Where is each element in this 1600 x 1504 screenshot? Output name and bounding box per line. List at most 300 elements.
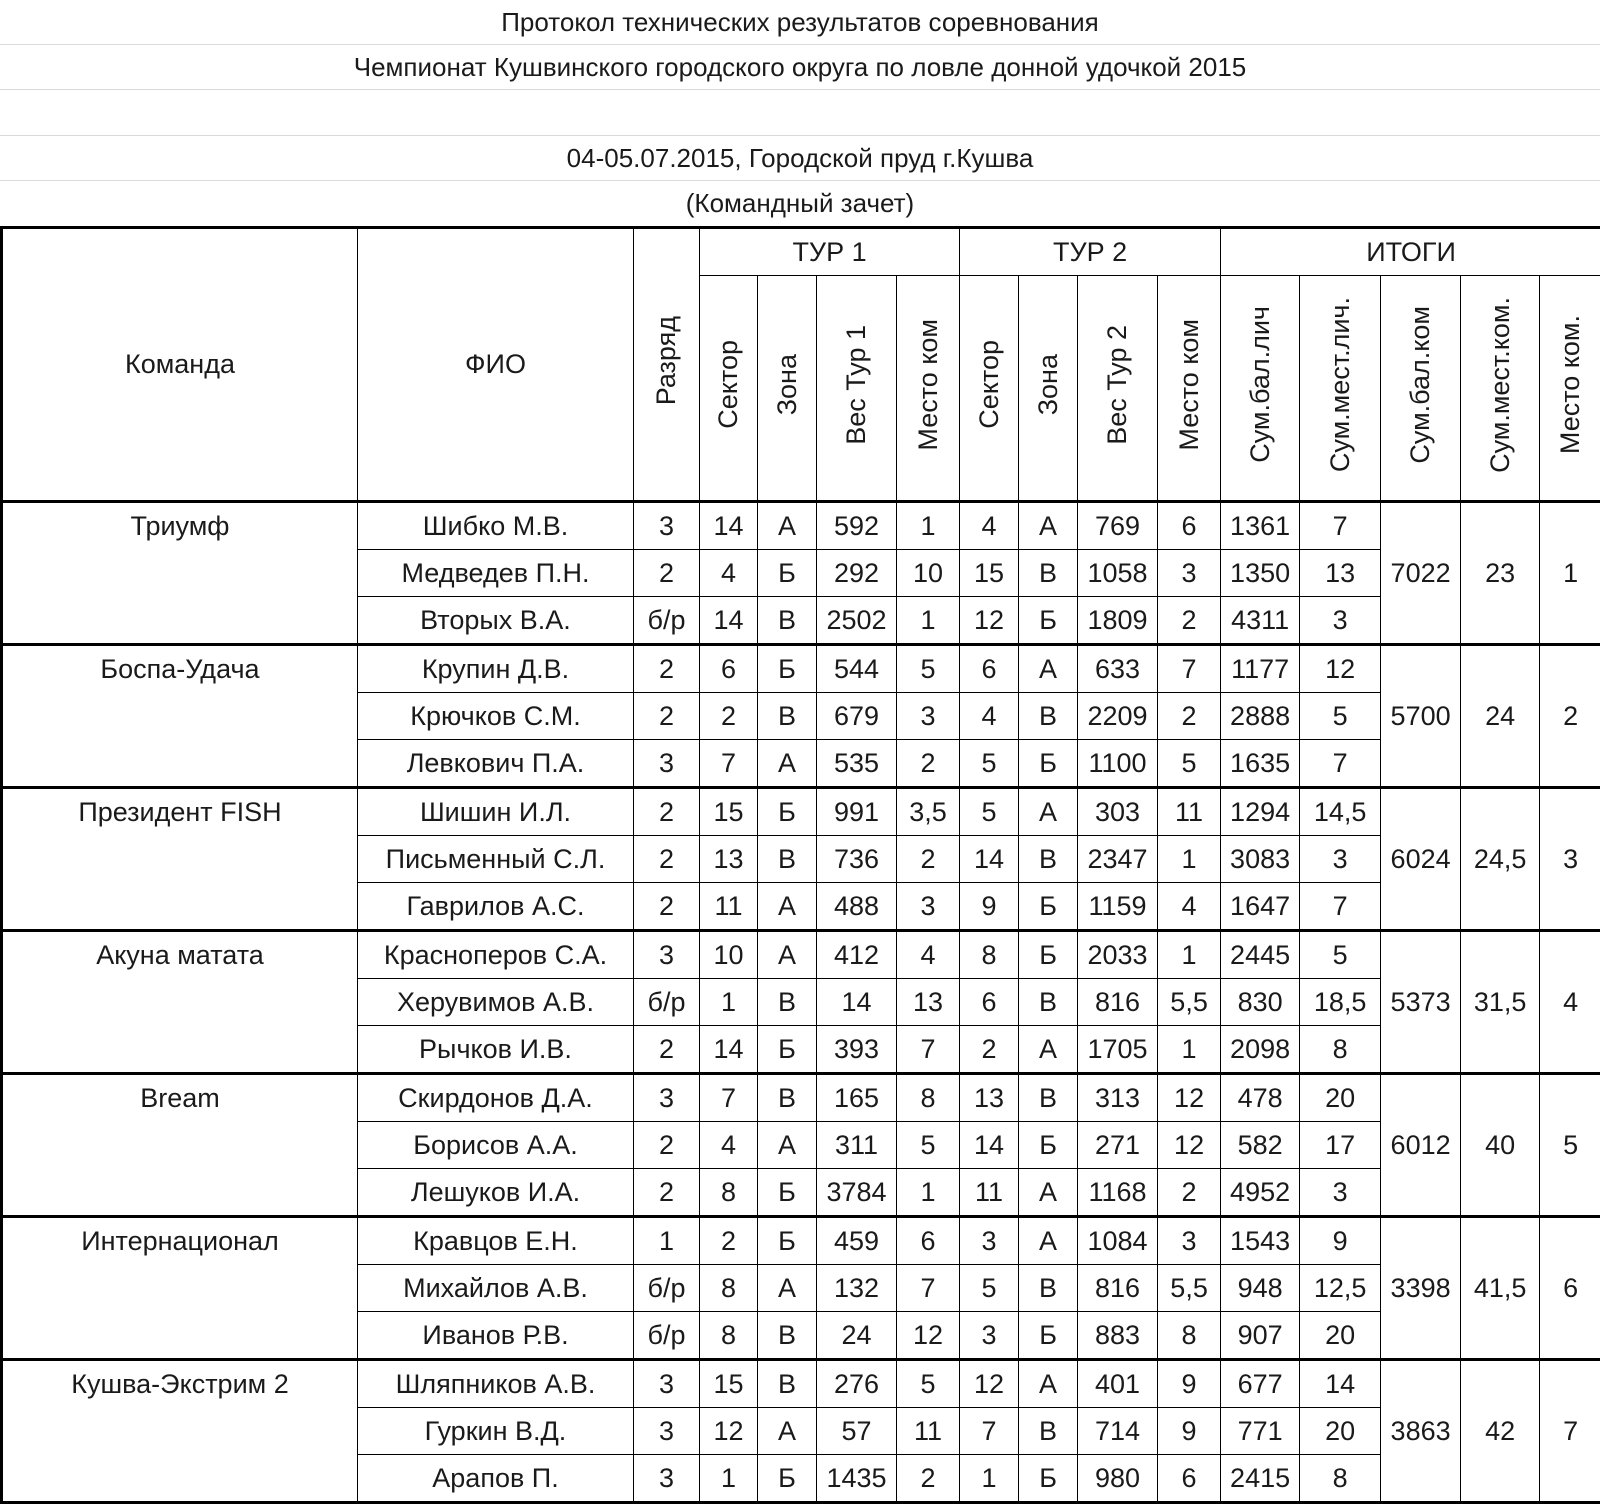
fio-cell: Медведев П.Н. <box>358 550 634 597</box>
fio-cell: Херувимов А.В. <box>358 979 634 1026</box>
place2-cell: 1 <box>1158 1026 1221 1074</box>
sum-places-personal-cell: 3 <box>1300 597 1381 645</box>
sum-pts-personal-cell: 2445 <box>1221 931 1300 979</box>
team-place-cell: 2 <box>1540 645 1600 788</box>
sum-pts-personal-cell: 1361 <box>1221 502 1300 550</box>
sector2-cell: 14 <box>960 836 1019 883</box>
sector1-cell: 7 <box>700 740 758 788</box>
sector2-cell: 15 <box>960 550 1019 597</box>
sum-pts-personal-cell: 3083 <box>1221 836 1300 883</box>
sector2-cell: 3 <box>960 1217 1019 1265</box>
rank-cell: 1 <box>634 1217 700 1265</box>
rank-cell: 2 <box>634 693 700 740</box>
rank-cell: 2 <box>634 1026 700 1074</box>
rank-cell: 3 <box>634 1074 700 1122</box>
place1-cell: 5 <box>897 645 960 693</box>
team-sum-pts-cell: 5700 <box>1381 645 1461 788</box>
place1-cell: 1 <box>897 502 960 550</box>
zone2-cell: А <box>1019 645 1078 693</box>
team-name-cell: Bream <box>2 1074 358 1217</box>
weight2-cell: 2347 <box>1078 836 1158 883</box>
sum-places-personal-cell: 7 <box>1300 740 1381 788</box>
rank-cell: 2 <box>634 788 700 836</box>
sum-places-personal-cell: 20 <box>1300 1074 1381 1122</box>
zone1-cell: Б <box>758 1169 817 1217</box>
team-place-cell: 4 <box>1540 931 1600 1074</box>
zone2-cell: Б <box>1019 740 1078 788</box>
sector2-cell: 9 <box>960 883 1019 931</box>
sector1-cell: 14 <box>700 597 758 645</box>
sector1-cell: 8 <box>700 1169 758 1217</box>
zone1-cell: В <box>758 1360 817 1408</box>
sector1-cell: 8 <box>700 1312 758 1360</box>
rank-cell: б/р <box>634 1265 700 1312</box>
sector2-cell: 8 <box>960 931 1019 979</box>
table-row <box>2 931 1600 979</box>
zone1-cell: А <box>758 931 817 979</box>
weight1-cell: 544 <box>817 645 897 693</box>
place2-cell: 8 <box>1158 1312 1221 1360</box>
table-row <box>2 645 1600 693</box>
zone1-cell: В <box>758 1074 817 1122</box>
team-name-cell: Боспа-Удача <box>2 645 358 788</box>
sum-pts-personal-cell: 677 <box>1221 1360 1300 1408</box>
fio-cell: Вторых В.А. <box>358 597 634 645</box>
sector1-cell: 4 <box>700 1122 758 1169</box>
zone1-cell: Б <box>758 1217 817 1265</box>
sum-places-personal-cell: 3 <box>1300 1169 1381 1217</box>
fio-cell: Шляпников А.В. <box>358 1360 634 1408</box>
zone1-cell: Б <box>758 788 817 836</box>
fio-cell: Скирдонов Д.А. <box>358 1074 634 1122</box>
sector2-cell: 5 <box>960 788 1019 836</box>
zone2-cell: В <box>1019 550 1078 597</box>
col-weight1: Вес Тур 1 <box>817 276 897 502</box>
title-line-3: 04-05.07.2015, Городской пруд г.Кушва <box>0 136 1600 181</box>
place2-cell: 2 <box>1158 1169 1221 1217</box>
col-zone1: Зона <box>758 276 817 502</box>
zone1-cell: В <box>758 836 817 883</box>
sum-pts-personal-cell: 1543 <box>1221 1217 1300 1265</box>
rank-cell: б/р <box>634 1312 700 1360</box>
sum-places-personal-cell: 14 <box>1300 1360 1381 1408</box>
zone2-cell: В <box>1019 1265 1078 1312</box>
team-sum-pts-cell: 5373 <box>1381 931 1461 1074</box>
zone2-cell: В <box>1019 693 1078 740</box>
place1-cell: 2 <box>897 1455 960 1503</box>
team-place-cell: 5 <box>1540 1074 1600 1217</box>
sum-places-personal-cell: 14,5 <box>1300 788 1381 836</box>
col-tour2: ТУР 2 <box>960 228 1221 276</box>
weight2-cell: 633 <box>1078 645 1158 693</box>
sum-pts-personal-cell: 948 <box>1221 1265 1300 1312</box>
col-sum-pts-team: Сум.бал.ком <box>1381 276 1461 502</box>
sector2-cell: 3 <box>960 1312 1019 1360</box>
team-place-cell: 7 <box>1540 1360 1600 1503</box>
rank-cell: 2 <box>634 645 700 693</box>
team-sum-pts-cell: 6012 <box>1381 1074 1461 1217</box>
weight1-cell: 57 <box>817 1408 897 1455</box>
weight1-cell: 679 <box>817 693 897 740</box>
weight1-cell: 2502 <box>817 597 897 645</box>
zone2-cell: Б <box>1019 597 1078 645</box>
team-name-cell: Акуна матата <box>2 931 358 1074</box>
sector1-cell: 11 <box>700 883 758 931</box>
sum-places-personal-cell: 20 <box>1300 1312 1381 1360</box>
sum-places-personal-cell: 3 <box>1300 836 1381 883</box>
sector2-cell: 4 <box>960 693 1019 740</box>
weight1-cell: 412 <box>817 931 897 979</box>
zone2-cell: А <box>1019 1360 1078 1408</box>
zone2-cell: В <box>1019 836 1078 883</box>
table-row <box>2 788 1600 836</box>
sum-pts-personal-cell: 1350 <box>1221 550 1300 597</box>
sector2-cell: 2 <box>960 1026 1019 1074</box>
zone1-cell: А <box>758 502 817 550</box>
sum-pts-personal-cell: 907 <box>1221 1312 1300 1360</box>
results-table <box>0 226 1600 1504</box>
place2-cell: 3 <box>1158 1217 1221 1265</box>
title-line-1: Протокол технических результатов соревнования <box>0 0 1600 45</box>
weight2-cell: 2209 <box>1078 693 1158 740</box>
weight2-cell: 2033 <box>1078 931 1158 979</box>
place1-cell: 2 <box>897 836 960 883</box>
zone1-cell: Б <box>758 1455 817 1503</box>
fio-cell: Иванов Р.В. <box>358 1312 634 1360</box>
fio-cell: Рычков И.В. <box>358 1026 634 1074</box>
weight2-cell: 1809 <box>1078 597 1158 645</box>
sector2-cell: 13 <box>960 1074 1019 1122</box>
fio-cell: Лешуков И.А. <box>358 1169 634 1217</box>
sum-pts-personal-cell: 2415 <box>1221 1455 1300 1503</box>
zone1-cell: В <box>758 597 817 645</box>
team-sum-pts-cell: 3863 <box>1381 1360 1461 1503</box>
sum-places-personal-cell: 17 <box>1300 1122 1381 1169</box>
place2-cell: 12 <box>1158 1074 1221 1122</box>
sector1-cell: 1 <box>700 1455 758 1503</box>
place1-cell: 3 <box>897 883 960 931</box>
weight1-cell: 535 <box>817 740 897 788</box>
weight1-cell: 132 <box>817 1265 897 1312</box>
place2-cell: 2 <box>1158 693 1221 740</box>
weight2-cell: 1168 <box>1078 1169 1158 1217</box>
sector1-cell: 7 <box>700 1074 758 1122</box>
place1-cell: 3 <box>897 693 960 740</box>
zone2-cell: В <box>1019 1074 1078 1122</box>
col-tour1: ТУР 1 <box>700 228 960 276</box>
sector1-cell: 2 <box>700 693 758 740</box>
rank-cell: 3 <box>634 1455 700 1503</box>
weight2-cell: 1058 <box>1078 550 1158 597</box>
rank-cell: 2 <box>634 836 700 883</box>
col-rank: Разряд <box>634 228 700 502</box>
place2-cell: 4 <box>1158 883 1221 931</box>
table-row <box>2 1074 1600 1122</box>
sum-pts-personal-cell: 478 <box>1221 1074 1300 1122</box>
place1-cell: 8 <box>897 1074 960 1122</box>
col-place1: Место ком <box>897 276 960 502</box>
weight1-cell: 292 <box>817 550 897 597</box>
zone1-cell: А <box>758 1408 817 1455</box>
place1-cell: 11 <box>897 1408 960 1455</box>
team-sum-places-cell: 40 <box>1461 1074 1540 1217</box>
sector1-cell: 8 <box>700 1265 758 1312</box>
team-sum-pts-cell: 6024 <box>1381 788 1461 931</box>
weight1-cell: 165 <box>817 1074 897 1122</box>
place2-cell: 5,5 <box>1158 1265 1221 1312</box>
weight1-cell: 311 <box>817 1122 897 1169</box>
weight1-cell: 14 <box>817 979 897 1026</box>
sum-places-personal-cell: 18,5 <box>1300 979 1381 1026</box>
team-sum-places-cell: 24 <box>1461 645 1540 788</box>
place2-cell: 6 <box>1158 1455 1221 1503</box>
fio-cell: Арапов П. <box>358 1455 634 1503</box>
rank-cell: 2 <box>634 550 700 597</box>
fio-cell: Шибко М.В. <box>358 502 634 550</box>
zone1-cell: А <box>758 883 817 931</box>
sector2-cell: 11 <box>960 1169 1019 1217</box>
weight2-cell: 1159 <box>1078 883 1158 931</box>
team-place-cell: 1 <box>1540 502 1600 645</box>
sum-places-personal-cell: 5 <box>1300 693 1381 740</box>
team-place-cell: 6 <box>1540 1217 1600 1360</box>
table-row <box>2 1360 1600 1408</box>
sector1-cell: 13 <box>700 836 758 883</box>
sum-pts-personal-cell: 1635 <box>1221 740 1300 788</box>
sector2-cell: 6 <box>960 979 1019 1026</box>
sector2-cell: 5 <box>960 1265 1019 1312</box>
sector1-cell: 6 <box>700 645 758 693</box>
rank-cell: 2 <box>634 1169 700 1217</box>
sum-pts-personal-cell: 582 <box>1221 1122 1300 1169</box>
weight2-cell: 714 <box>1078 1408 1158 1455</box>
col-zone2: Зона <box>1019 276 1078 502</box>
sum-places-personal-cell: 7 <box>1300 883 1381 931</box>
weight2-cell: 883 <box>1078 1312 1158 1360</box>
weight1-cell: 459 <box>817 1217 897 1265</box>
sum-places-personal-cell: 8 <box>1300 1026 1381 1074</box>
sum-places-personal-cell: 7 <box>1300 502 1381 550</box>
place2-cell: 12 <box>1158 1122 1221 1169</box>
rank-cell: 3 <box>634 1360 700 1408</box>
sum-pts-personal-cell: 4311 <box>1221 597 1300 645</box>
col-sum-places-personal: Сум.мест.лич. <box>1300 276 1381 502</box>
place1-cell: 13 <box>897 979 960 1026</box>
weight1-cell: 3784 <box>817 1169 897 1217</box>
team-sum-places-cell: 41,5 <box>1461 1217 1540 1360</box>
weight1-cell: 488 <box>817 883 897 931</box>
col-sector1: Сектор <box>700 276 758 502</box>
fio-cell: Крючков С.М. <box>358 693 634 740</box>
place1-cell: 7 <box>897 1026 960 1074</box>
place1-cell: 1 <box>897 1169 960 1217</box>
fio-cell: Кравцов Е.Н. <box>358 1217 634 1265</box>
team-sum-places-cell: 31,5 <box>1461 931 1540 1074</box>
weight2-cell: 816 <box>1078 1265 1158 1312</box>
fio-cell: Письменный С.Л. <box>358 836 634 883</box>
place2-cell: 1 <box>1158 836 1221 883</box>
results-body <box>2 502 1600 1503</box>
place1-cell: 1 <box>897 597 960 645</box>
place1-cell: 4 <box>897 931 960 979</box>
weight1-cell: 24 <box>817 1312 897 1360</box>
col-name: ФИО <box>358 228 634 502</box>
col-sum-places-team: Сум.мест.ком. <box>1461 276 1540 502</box>
weight2-cell: 401 <box>1078 1360 1158 1408</box>
sector2-cell: 6 <box>960 645 1019 693</box>
table-row <box>2 1217 1600 1265</box>
zone1-cell: В <box>758 1312 817 1360</box>
place1-cell: 5 <box>897 1360 960 1408</box>
place1-cell: 10 <box>897 550 960 597</box>
team-sum-pts-cell: 3398 <box>1381 1217 1461 1360</box>
zone1-cell: Б <box>758 645 817 693</box>
weight2-cell: 1100 <box>1078 740 1158 788</box>
col-sum-pts-personal: Сум.бал.лич <box>1221 276 1300 502</box>
sector2-cell: 14 <box>960 1122 1019 1169</box>
place1-cell: 5 <box>897 1122 960 1169</box>
title-line-2: Чемпионат Кушвинского городского округа по ловле донной удочкой 2015 <box>0 45 1600 90</box>
weight2-cell: 271 <box>1078 1122 1158 1169</box>
sector1-cell: 14 <box>700 502 758 550</box>
rank-cell: 2 <box>634 883 700 931</box>
sum-pts-personal-cell: 771 <box>1221 1408 1300 1455</box>
place1-cell: 3,5 <box>897 788 960 836</box>
zone2-cell: Б <box>1019 1122 1078 1169</box>
fio-cell: Шишин И.Л. <box>358 788 634 836</box>
fio-cell: Михайлов А.В. <box>358 1265 634 1312</box>
weight1-cell: 393 <box>817 1026 897 1074</box>
place2-cell: 3 <box>1158 550 1221 597</box>
place2-cell: 11 <box>1158 788 1221 836</box>
rank-cell: 3 <box>634 931 700 979</box>
weight2-cell: 980 <box>1078 1455 1158 1503</box>
table-row <box>2 502 1600 550</box>
col-weight2: Вес Тур 2 <box>1078 276 1158 502</box>
sector1-cell: 14 <box>700 1026 758 1074</box>
fio-cell: Красноперов С.А. <box>358 931 634 979</box>
sector1-cell: 15 <box>700 1360 758 1408</box>
place1-cell: 12 <box>897 1312 960 1360</box>
rank-cell: 3 <box>634 1408 700 1455</box>
sum-pts-personal-cell: 830 <box>1221 979 1300 1026</box>
weight1-cell: 592 <box>817 502 897 550</box>
team-sum-places-cell: 24,5 <box>1461 788 1540 931</box>
zone1-cell: Б <box>758 550 817 597</box>
col-team: Команда <box>2 228 358 502</box>
team-name-cell: Интернационал <box>2 1217 358 1360</box>
place2-cell: 5,5 <box>1158 979 1221 1026</box>
weight2-cell: 816 <box>1078 979 1158 1026</box>
sum-places-personal-cell: 8 <box>1300 1455 1381 1503</box>
zone1-cell: А <box>758 1122 817 1169</box>
col-sector2: Сектор <box>960 276 1019 502</box>
rank-cell: б/р <box>634 979 700 1026</box>
zone2-cell: А <box>1019 1217 1078 1265</box>
sector1-cell: 4 <box>700 550 758 597</box>
sector2-cell: 5 <box>960 740 1019 788</box>
team-name-cell: Кушва-Экстрим 2 <box>2 1360 358 1503</box>
zone2-cell: А <box>1019 1169 1078 1217</box>
sum-places-personal-cell: 12,5 <box>1300 1265 1381 1312</box>
zone1-cell: А <box>758 740 817 788</box>
zone1-cell: Б <box>758 1026 817 1074</box>
rank-cell: 2 <box>634 1122 700 1169</box>
blank-row <box>0 90 1600 136</box>
col-totals: ИТОГИ <box>1221 228 1600 276</box>
zone1-cell: А <box>758 1265 817 1312</box>
place2-cell: 9 <box>1158 1360 1221 1408</box>
zone2-cell: В <box>1019 1408 1078 1455</box>
place2-cell: 2 <box>1158 597 1221 645</box>
sum-pts-personal-cell: 1177 <box>1221 645 1300 693</box>
zone2-cell: Б <box>1019 931 1078 979</box>
place2-cell: 9 <box>1158 1408 1221 1455</box>
title-line-4: (Командный зачет) <box>0 181 1600 226</box>
team-place-cell: 3 <box>1540 788 1600 931</box>
weight2-cell: 1084 <box>1078 1217 1158 1265</box>
team-sum-places-cell: 23 <box>1461 502 1540 645</box>
place2-cell: 6 <box>1158 502 1221 550</box>
place1-cell: 6 <box>897 1217 960 1265</box>
sector1-cell: 12 <box>700 1408 758 1455</box>
document-header <box>0 0 1600 226</box>
sector1-cell: 1 <box>700 979 758 1026</box>
col-place2: Место ком <box>1158 276 1221 502</box>
sum-places-personal-cell: 12 <box>1300 645 1381 693</box>
fio-cell: Гаврилов А.С. <box>358 883 634 931</box>
sector2-cell: 12 <box>960 597 1019 645</box>
sum-pts-personal-cell: 2888 <box>1221 693 1300 740</box>
zone2-cell: Б <box>1019 883 1078 931</box>
fio-cell: Крупин Д.В. <box>358 645 634 693</box>
sector2-cell: 4 <box>960 502 1019 550</box>
sum-pts-personal-cell: 1294 <box>1221 788 1300 836</box>
zone2-cell: А <box>1019 1026 1078 1074</box>
sum-places-personal-cell: 13 <box>1300 550 1381 597</box>
sum-pts-personal-cell: 2098 <box>1221 1026 1300 1074</box>
place2-cell: 7 <box>1158 645 1221 693</box>
fio-cell: Левкович П.А. <box>358 740 634 788</box>
sector1-cell: 10 <box>700 931 758 979</box>
header-row-1 <box>2 228 1600 276</box>
col-team-place: Место ком. <box>1540 276 1600 502</box>
rank-cell: 3 <box>634 740 700 788</box>
sector2-cell: 12 <box>960 1360 1019 1408</box>
sum-places-personal-cell: 9 <box>1300 1217 1381 1265</box>
weight1-cell: 276 <box>817 1360 897 1408</box>
zone2-cell: Б <box>1019 1455 1078 1503</box>
rank-cell: б/р <box>634 597 700 645</box>
weight2-cell: 769 <box>1078 502 1158 550</box>
place2-cell: 1 <box>1158 931 1221 979</box>
sum-places-personal-cell: 20 <box>1300 1408 1381 1455</box>
sum-places-personal-cell: 5 <box>1300 931 1381 979</box>
fio-cell: Гуркин В.Д. <box>358 1408 634 1455</box>
weight2-cell: 303 <box>1078 788 1158 836</box>
zone2-cell: А <box>1019 788 1078 836</box>
weight1-cell: 1435 <box>817 1455 897 1503</box>
weight2-cell: 1705 <box>1078 1026 1158 1074</box>
team-sum-pts-cell: 7022 <box>1381 502 1461 645</box>
place1-cell: 7 <box>897 1265 960 1312</box>
weight1-cell: 736 <box>817 836 897 883</box>
zone1-cell: В <box>758 693 817 740</box>
zone2-cell: А <box>1019 502 1078 550</box>
zone2-cell: В <box>1019 979 1078 1026</box>
sector2-cell: 7 <box>960 1408 1019 1455</box>
sum-pts-personal-cell: 1647 <box>1221 883 1300 931</box>
